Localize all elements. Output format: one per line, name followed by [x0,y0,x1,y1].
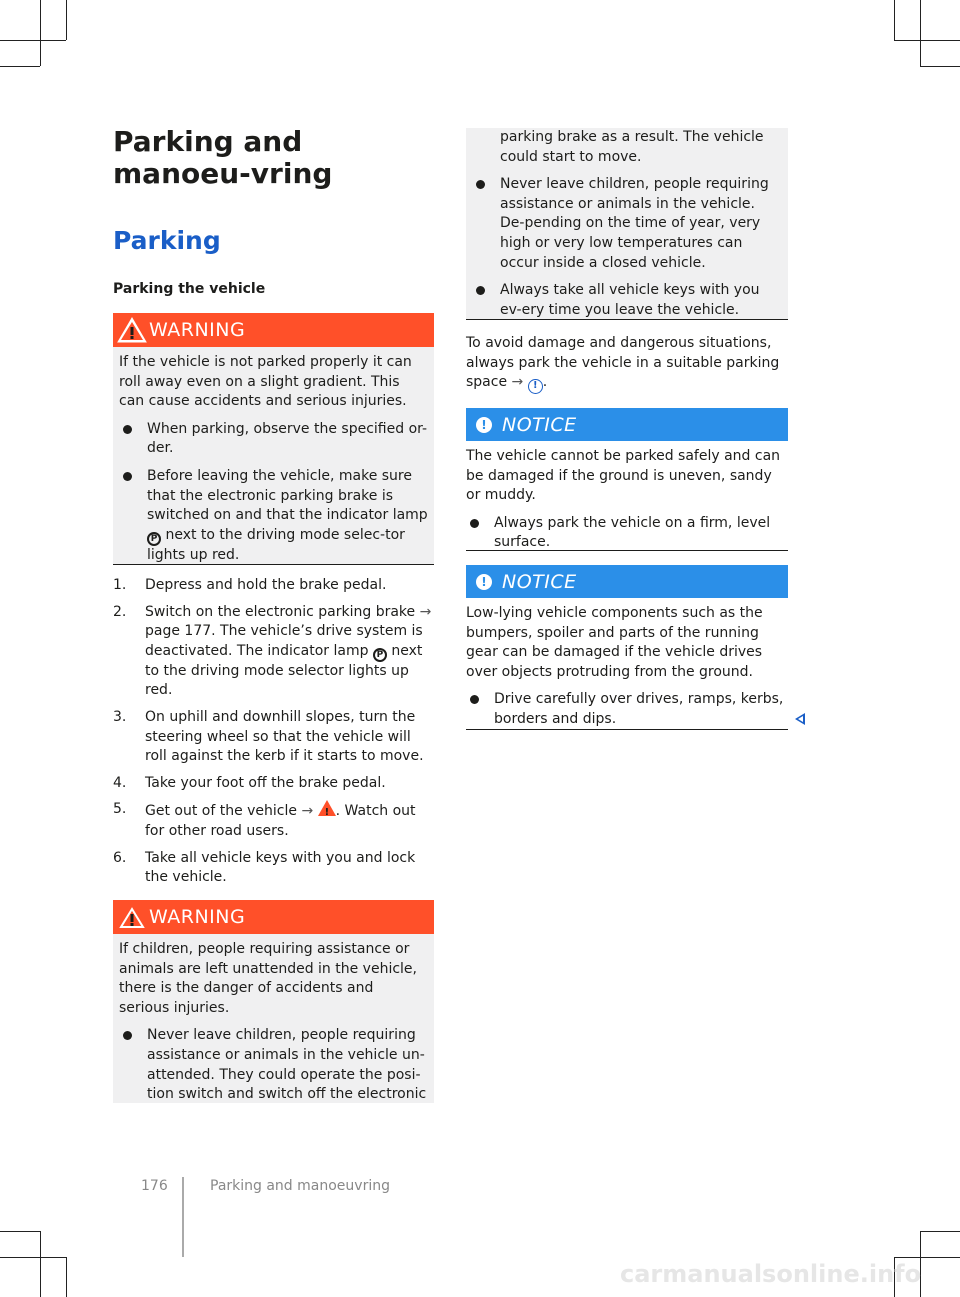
notice-icon: ! [476,574,492,590]
warning-header [113,313,434,347]
step-number: 6. [113,849,127,866]
list-item [472,175,782,273]
bullet-text: Drive carefully over drives, ramps, kerbs, borders and dips. [494,691,784,727]
subsection-heading: Parking the vehicle [113,281,266,297]
list-item [119,467,428,565]
warning-label: WARNING [149,319,246,341]
footer-chapter: Parking and manoeuvring [210,1178,390,1194]
step-number: 1. [113,577,127,593]
notice-text: Low-lying vehicle components such as the bumpers, spoiler and parts of the running gear can be damaged if the vehicle drives over objects protruding from the ground. [466,605,763,680]
watermark: carmanualsonline.info [620,1260,922,1288]
step-text: On uphill and downhill slopes, turn the steering wheel so that the vehicle will roll against the kerb if it starts to move. [145,708,424,765]
warning-text: If the vehicle is not parked properly it can roll away even on a slight gradient. This can cause accidents and serious injuries. [119,354,412,410]
section-heading: Parking [113,226,221,255]
bullet-icon [123,1031,132,1040]
step-text: Get out of the vehicle → ! . Watch out for other road users. [145,800,434,841]
list-item [113,576,434,596]
warning-icon [117,904,147,930]
footer-divider [182,1177,184,1257]
bullet-text: When parking, observe the specified or-der. [147,420,428,457]
list-item [113,774,434,794]
warning-header [113,900,434,934]
arrow-right-icon: → [301,803,314,820]
bullet-icon [470,695,479,704]
step-text: Depress and hold the brake pedal. [145,577,387,593]
notice-box [466,408,788,551]
arrow-right-icon: → [511,374,524,391]
parking-brake-lamp-icon: P [147,532,161,546]
bullet-icon [476,286,485,295]
step-text: Switch on the electronic parking brake → page 177. The vehicle’s drive system is deactivated. The indicator lamp P next to the driving mode selector lights up red. [145,603,432,699]
list-item [119,1026,428,1104]
bullet-text: Never leave children, people requiring assistance or animals in the vehicle un-attended. They could operate the posi-tion switch and switch off the electronic [147,1027,427,1103]
warning-ref-icon[interactable] [318,800,336,816]
bullet-text: Never leave children, people requiring assistance or animals in the vehicle. De-pending on the time of year, very high or very low temperatures can occur inside a closed vehicle. [500,176,769,271]
warning-box-continued [466,128,788,320]
bullet-icon [470,519,479,528]
notice-label: NOTICE [502,413,577,436]
notice-header [466,408,788,441]
bullet-icon [123,425,132,434]
list-item [113,603,434,701]
list-item [466,690,788,729]
page-number: 176 [141,1178,168,1194]
arrow-right-icon: → [419,603,432,620]
page-link[interactable]: page 177. The vehicle’s drive system is deactivated. The indicator lamp [145,623,423,659]
warning-box [113,313,434,565]
notice-box [466,565,788,730]
list-item [113,708,434,767]
bullet-icon [123,472,132,481]
list-item [119,420,428,459]
notice-ref-icon[interactable]: ! [528,379,543,394]
notice-label: NOTICE [502,570,577,593]
warning-icon [117,317,147,343]
bullet-text: Before leaving the vehicle, make sure that the electronic parking brake is switched on and that the indicator lamp P next to the driving mode selec-tor lights up red. [147,467,428,563]
list-item [113,800,434,841]
warning-text: parking brake as a result. The vehicle could start to move. [500,129,764,165]
step-text: Take all vehicle keys with you and lock the vehicle. [145,849,416,886]
list-item [113,849,434,888]
list-item [472,281,782,320]
step-number: 5. [113,801,127,818]
step-number: 4. [113,774,127,791]
warning-label: WARNING [149,906,246,928]
step-list [113,576,434,895]
bullet-icon [476,180,485,189]
notice-header [466,565,788,598]
step-number: 3. [113,708,127,725]
step-number: 2. [113,603,127,620]
section-end-icon [795,713,805,725]
parking-brake-lamp-icon: P [373,648,387,662]
warning-box [113,900,434,1103]
warning-text: If children, people requiring assistance or animals are left unattended in the vehicle, there is the danger of accidents and serious injuries. [119,941,417,1016]
body-paragraph: To avoid damage and dangerous situations, always park the vehicle in a suitable parking space → ! . [466,334,788,394]
bullet-text: Always take all vehicle keys with you ev-ery time you leave the vehicle. [500,282,760,318]
bullet-text: Always park the vehicle on a firm, level surface. [494,514,771,551]
page-title: Parking and manoeu-vring [113,125,333,190]
notice-text: The vehicle cannot be parked safely and can be damaged if the ground is uneven, sandy or muddy. [466,448,781,504]
list-item [466,514,788,553]
notice-icon: ! [476,417,492,433]
step-text: Take your foot off the brake pedal. [145,774,386,791]
